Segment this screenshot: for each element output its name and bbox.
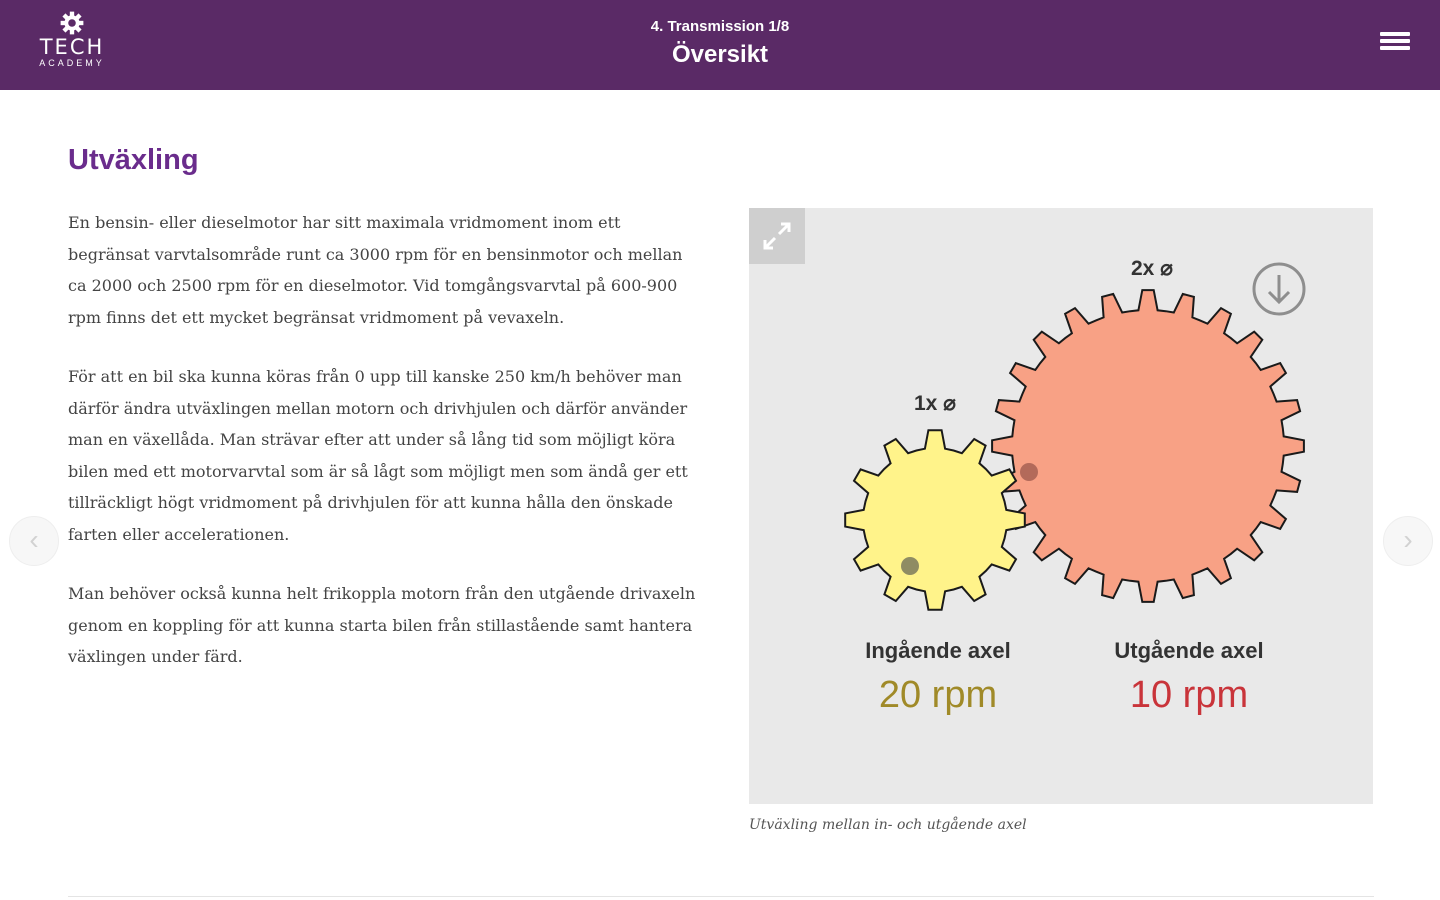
large-gear-ratio-label: 2x ⌀ xyxy=(1131,257,1173,280)
tech-academy-logo[interactable] xyxy=(22,10,122,76)
content-divider xyxy=(68,896,1374,897)
large-gear xyxy=(992,290,1304,602)
app-header xyxy=(0,0,1440,90)
expand-button[interactable] xyxy=(749,208,805,264)
paragraph: För att en bil ska kunna köras från 0 upp till kanske 250 km/h behöver man därför ändra utväxlingen mellan motorn och drivhjulen och därför använder man en växellåda. Man strävar efter att under så lång tid som möjligt köra bilen med ett motorvarvtal som är så lågt som möjligt men som ändå ger ett tillräckligt högt vridmoment på drivhjulen för att kunna hålla den önskade farten eller accelerationen. xyxy=(68,367,688,544)
article-body xyxy=(68,207,700,701)
paragraph: Man behöver också kunna helt frikoppla motorn från den utgående drivaxeln genom en koppling för att kunna starta bilen från stillastående samt hantera växlingen under färd. xyxy=(68,584,696,666)
small-gear-ratio-label: 1x ⌀ xyxy=(914,392,956,415)
small-gear xyxy=(845,430,1025,610)
page-title: Översikt xyxy=(671,41,769,68)
next-page-button[interactable] xyxy=(1383,516,1433,566)
input-rpm-value: 20 rpm xyxy=(878,674,998,716)
hamburger-menu-icon[interactable] xyxy=(1380,32,1410,58)
input-axis-label: Ingående axel xyxy=(865,638,1011,663)
large-gear-marker xyxy=(1020,463,1038,481)
figure-caption: Utväxling mellan in- och utgående axel xyxy=(749,817,1027,833)
chevron-left-icon: ‹ xyxy=(29,524,39,555)
output-axis-label: Utgående axel xyxy=(1114,638,1264,663)
paragraph: En bensin- eller dieselmotor har sitt maximala vridmoment inom ett begränsat varvtalsområde runt ca 3000 rpm för en bensinmotor och mellan ca 2000 och 2500 rpm för en dieselmotor. Vid tomgångsvarvtal på 600-900 rpm finns det ett mycket begränsat vridmoment på vevaxeln. xyxy=(68,213,683,327)
header-title-block xyxy=(520,14,920,70)
section-heading: Utväxling xyxy=(68,144,199,176)
output-rpm-value: 10 rpm xyxy=(1129,674,1249,716)
expand-icon xyxy=(749,208,805,264)
small-gear-marker xyxy=(901,557,919,575)
previous-page-button[interactable] xyxy=(9,516,59,566)
chevron-right-icon: › xyxy=(1403,524,1413,555)
download-icon[interactable] xyxy=(1254,264,1304,314)
logo-subtext: ACADEMY xyxy=(39,58,105,68)
logo-gear-icon xyxy=(59,10,85,36)
logo-text: TECH xyxy=(39,35,105,59)
chapter-indicator: 4. Transmission 1/8 xyxy=(650,18,790,35)
gear-ratio-figure xyxy=(749,208,1373,804)
